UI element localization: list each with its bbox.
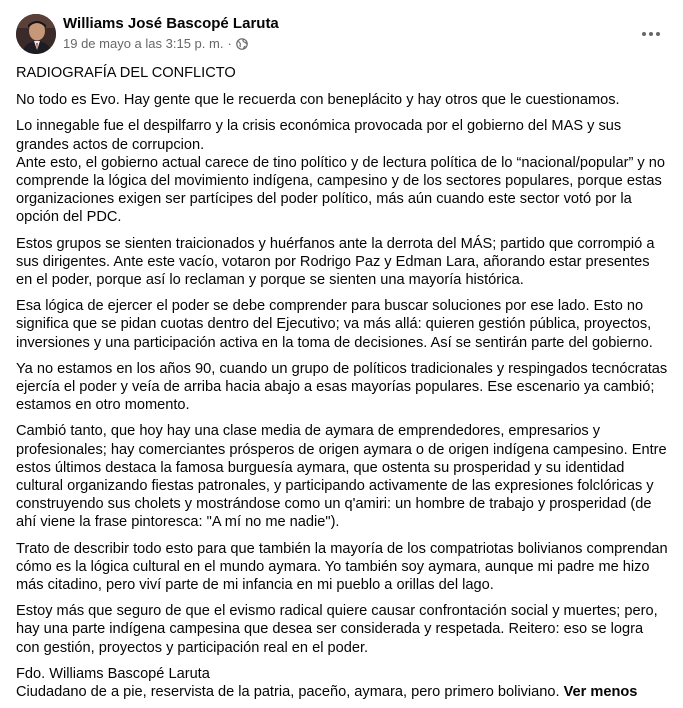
post-header [16, 14, 667, 54]
timestamp[interactable]: 19 de mayo a las 3:15 p. m. [63, 36, 224, 51]
paragraph: Esa lógica de ejercer el poder se debe comprender para buscar soluciones por ese lado. Esto no significa que se pidan cuotas dentro del Ejecutivo; va más allá: quieren gestión pública, proyectos, inversiones y una participación activa en la toma de decisiones. Así se sentirán parte del gobierno. [16, 298, 653, 351]
signature-line-1: Fdo. Williams Bascopé Laruta [16, 665, 210, 682]
signature-line-2: Ciudadano de a pie, reservista de la patria, paceño, aymara, pero primero boliviano. [16, 684, 560, 701]
meta-separator: · [227, 36, 232, 51]
more-horizontal-icon[interactable] [635, 18, 667, 50]
paragraph: Ante esto, el gobierno actual carece de tino político y de lectura política de lo “nacional/popular” y no comprende la lógica del movimiento indígena, campesino y de los sectores populares, porque estas organizaciones exigen ser partícipes del poder político, más aún cuando este sector votó por la opción del PDC. [16, 154, 666, 226]
paragraph: Estos grupos se sienten traicionados y huérfanos ante la derrota del MÁS; partido que corrompió a sus dirigentes. Ante este vacío, votaron por Rodrigo Paz y Edman Lara, añorando estar presentes en el poder, porque así lo reclaman y porque se sienten una mayoría histórica. [16, 235, 655, 289]
author-name[interactable]: Williams José Bascopé Laruta [63, 15, 279, 32]
paragraph: No todo es Evo. Hay gente que le recuerda con beneplácito y hay otros que le cuestionamos. [16, 92, 620, 109]
see-less-link[interactable]: Ver menos [563, 684, 638, 701]
paragraph: Estoy más que seguro de que el evismo radical quiere causar confrontación social y muertes; pero, hay una parte indígena campesina que desea ser considerada y respetada. Reitero: eso se logra con gestión, proyectos y participación real en el poder. [16, 603, 658, 656]
signature [16, 665, 668, 701]
paragraph: Cambió tanto, que hoy hay una clase media de aymara de emprendedores, empresarios y profesionales; hay comerciantes prósperos de origen aymara o de origen indígena campesino. Entre estos últimos destaca la famosa burguesía aymara, que ostenta su prosperidad y su identidad cultural organizando fiestas patronales, y participando activamente de las expresiones folclóricas y construyendo sus cholets y mostrándose como un q'amiri: un hombre de trabajo y prosperidad (de ahí viene la frase pintoresca: "A mí no me nadie"). [16, 423, 667, 531]
post-meta [63, 36, 248, 51]
paragraph: Lo innegable fue el despilfarro y la crisis económica provocada por el gobierno del MAS y sus grandes actos de corrupcion. [16, 118, 622, 153]
paragraph: Ya no estamos en los años 90, cuando un grupo de políticos tradicionales y respingados tecnócratas ejercía el poder y veía de arriba hacia abajo a esas mayorías populares. Ese escenario ya cambió; estamos en otro momento. [16, 360, 668, 414]
post-body [16, 64, 668, 701]
post-title: RADIOGRAFÍA DEL CONFLICTO [16, 65, 236, 81]
globe-icon [236, 38, 248, 50]
avatar-image [16, 14, 56, 54]
avatar[interactable] [16, 14, 56, 54]
paragraph: Trato de describir todo esto para que también la mayoría de los compatriotas bolivianos comprendan cómo es la lógica cultural en el mundo aymara. Yo también soy aymara, aunque mi padre me hizo más citadino, pero viví parte de mi infancia en mi pueblo a orillas del lago. [16, 540, 668, 594]
